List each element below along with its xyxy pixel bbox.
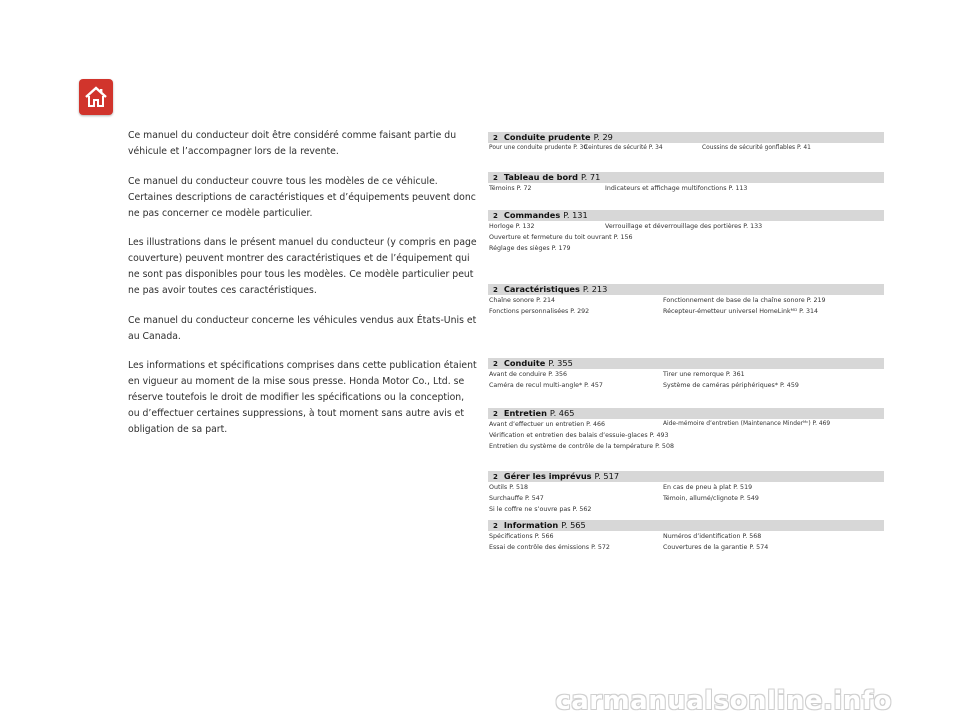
arrow-icon: 2 <box>493 360 498 368</box>
toc-link[interactable]: Couvertures de la garantie P. 574 <box>663 544 769 551</box>
section-title: Gérer les imprévus <box>503 471 592 481</box>
section-header[interactable] <box>488 471 884 482</box>
intro-paragraph: Ce manuel du conducteur doit être considéré comme faisant partie du véhicule et l’accompagner lors de la revente. <box>128 130 457 157</box>
toc-section-conduite-prudente <box>488 132 884 154</box>
arrow-icon: 2 <box>493 522 498 530</box>
section-page: P. 517 <box>594 471 620 481</box>
section-title: Entretien <box>503 408 547 418</box>
toc-link[interactable]: Récepteur-émetteur universel HomeLinkᴹᴰ P. 314 <box>663 308 818 315</box>
section-title: Caractéristiques <box>503 284 580 294</box>
intro-text <box>128 128 478 452</box>
toc-link[interactable]: Chaîne sonore P. 214 <box>489 297 556 304</box>
toc-link[interactable]: Avant de conduire P. 356 <box>489 371 568 378</box>
section-header[interactable] <box>488 520 884 531</box>
toc-section-conduite <box>488 358 884 391</box>
section-page: P. 565 <box>561 520 586 530</box>
toc-link[interactable]: Essai de contrôle des émissions P. 572 <box>489 544 610 551</box>
intro-paragraph: Les informations et spécifications comprises dans cette publication étaient en vigueur au moment de la mise sous presse. Honda Motor Co., Ltd. se réserve toutefois le droit de modifier les spécifications ou la conception, ou d’effectuer certaines suppressions, à tout moment sans autre avis et obligation de sa part. <box>128 360 477 435</box>
toc-section-caracteristiques <box>488 284 884 317</box>
toc-section-information <box>488 520 884 553</box>
home-button[interactable] <box>79 79 113 115</box>
section-page: P. 131 <box>563 210 588 220</box>
toc-link[interactable]: Ceintures de sécurité P. 34 <box>584 145 663 151</box>
watermark: carmanualsonline.info <box>555 686 892 716</box>
section-header[interactable] <box>488 210 884 221</box>
toc-link[interactable]: En cas de pneu à plat P. 519 <box>663 484 753 491</box>
arrow-icon: 2 <box>493 410 498 418</box>
section-title: Conduite prudente <box>503 132 591 142</box>
arrow-icon: 2 <box>493 286 498 294</box>
home-icon <box>84 85 108 109</box>
toc-link[interactable]: Si le coffre ne s’ouvre pas P. 562 <box>489 506 592 513</box>
toc-link[interactable]: Réglage des sièges P. 179 <box>489 245 571 252</box>
toc-section-commandes <box>488 210 884 254</box>
toc-link[interactable]: Outils P. 518 <box>489 484 529 491</box>
toc-link[interactable]: Pour une conduite prudente P. 30 <box>489 145 588 151</box>
toc-link[interactable]: Témoin, allumé/clignote P. 549 <box>663 495 759 502</box>
section-header[interactable] <box>488 358 884 369</box>
toc-link[interactable]: Vérification et entretien des balais d’essuie-glaces P. 493 <box>489 432 669 439</box>
toc-link[interactable]: Aide-mémoire d’entretien (Maintenance Minderᴹᶜ) P. 469 <box>663 421 831 427</box>
toc-link[interactable]: Fonctionnement de base de la chaîne sonore P. 219 <box>663 297 826 304</box>
section-title: Commandes <box>503 210 561 220</box>
section-title: Tableau de bord <box>503 172 579 182</box>
toc-section-tableau-de-bord <box>488 172 884 194</box>
toc-link[interactable]: Témoins P. 72 <box>489 185 532 192</box>
toc-link[interactable]: Caméra de recul multi-angle* P. 457 <box>489 382 603 389</box>
arrow-icon: 2 <box>493 212 498 220</box>
toc-link[interactable]: Surchauffe P. 547 <box>489 495 544 502</box>
toc-link[interactable]: Avant d’effectuer un entretien P. 466 <box>489 421 606 428</box>
arrow-icon: 2 <box>493 174 498 182</box>
intro-paragraph: Ce manuel du conducteur concerne les véhicules vendus aux États-Unis et au Canada. <box>128 314 477 342</box>
section-page: P. 355 <box>548 358 573 368</box>
intro-paragraph: Ce manuel du conducteur couvre tous les modèles de ce véhicule. Certaines descriptions de caractéristiques et d’équipements peuvent donc ne pas concerner ce modèle particulier. <box>128 175 476 219</box>
toc-link[interactable]: Spécifications P. 566 <box>489 533 554 540</box>
section-page: P. 29 <box>593 132 613 142</box>
toc-link[interactable]: Verrouillage et déverrouillage des portières P. 133 <box>605 223 763 230</box>
toc-link[interactable]: Numéros d’identification P. 568 <box>663 533 762 540</box>
section-page: P. 71 <box>581 172 601 182</box>
toc-link[interactable]: Tirer une remorque P. 361 <box>663 371 745 378</box>
section-page: P. 465 <box>549 408 575 418</box>
section-header[interactable] <box>488 132 884 143</box>
toc-link[interactable]: Entretien du système de contrôle de la température P. 508 <box>489 443 674 450</box>
toc-link[interactable]: Coussins de sécurité gonflables P. 41 <box>702 145 811 151</box>
toc-section-gerer-les-imprevus <box>488 471 884 515</box>
section-page: P. 213 <box>582 284 608 294</box>
toc-link[interactable]: Indicateurs et affichage multifonctions P. 113 <box>605 185 748 192</box>
arrow-icon: 2 <box>493 473 498 481</box>
section-title: Conduite <box>503 358 546 368</box>
section-header[interactable] <box>488 408 884 419</box>
arrow-icon: 2 <box>493 134 498 142</box>
section-header[interactable] <box>488 284 884 295</box>
toc-link[interactable]: Système de caméras périphériques* P. 459 <box>663 382 799 389</box>
toc-section-entretien <box>488 408 884 452</box>
toc-link[interactable]: Horloge P. 132 <box>489 223 535 230</box>
toc-link[interactable]: Fonctions personnalisées P. 292 <box>489 308 590 315</box>
section-title: Information <box>503 520 559 530</box>
section-header[interactable] <box>488 172 884 183</box>
intro-paragraph: Les illustrations dans le présent manuel du conducteur (y compris en page couverture) peuvent montrer des caractéristiques et de l’équipement qui ne sont pas disponibles pour tous les modèles. Ce modèle particulier peut ne pas avoir toutes ces caractéristiques. <box>128 237 477 296</box>
toc-link[interactable]: Ouverture et fermeture du toit ouvrant P. 156 <box>489 234 633 241</box>
